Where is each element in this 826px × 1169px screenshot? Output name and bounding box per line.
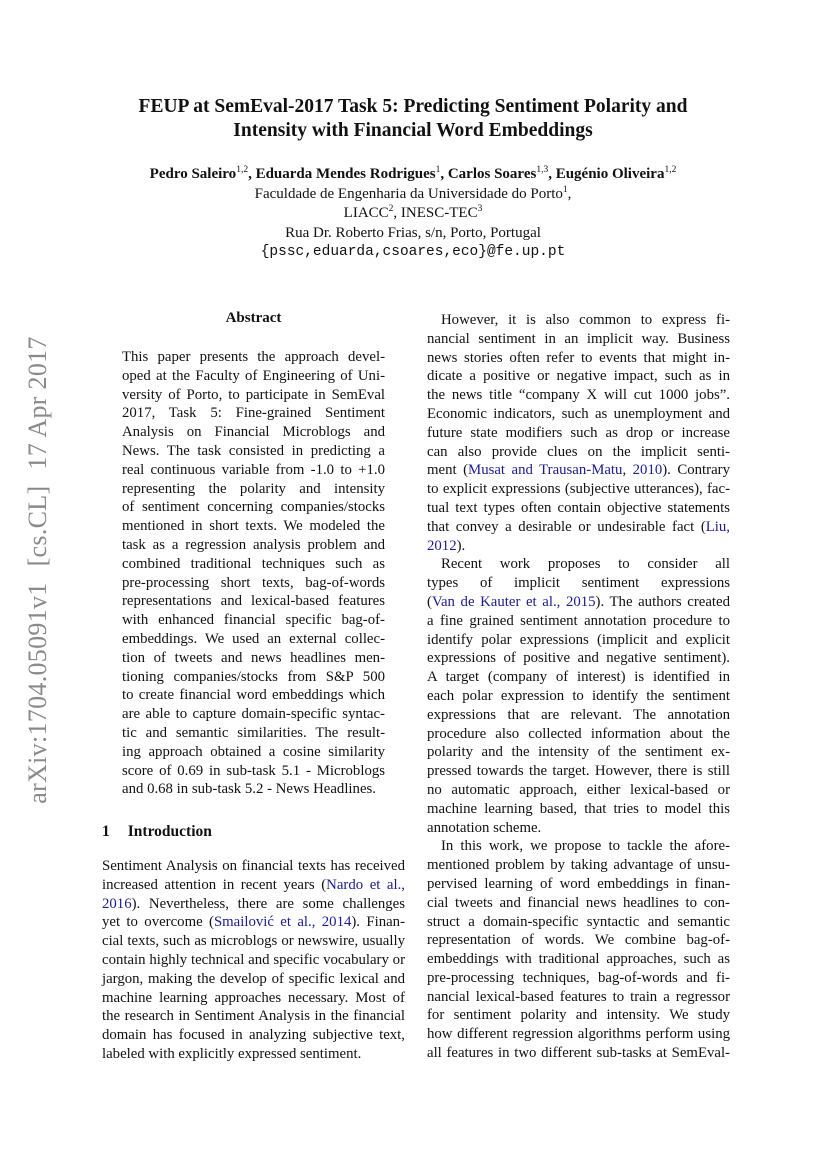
text-line (427, 743, 730, 762)
text-segment: ing approach obtained a cosine similarity (122, 743, 385, 760)
text-segment: cial texts, such as microblogs or newswire, usually (102, 933, 405, 950)
email: {pssc,eduarda,csoares,eco}@fe.up.pt (260, 244, 566, 260)
text-line (122, 705, 385, 724)
text-segment: ). Finan- (351, 914, 405, 931)
text-segment: future state modifiers such as drop or increase (427, 424, 730, 441)
author-name: Eugénio Oliveira (555, 166, 665, 182)
text-segment: combined traditional techniques such as (122, 555, 385, 572)
text-line (427, 386, 730, 405)
text-line (122, 630, 385, 649)
text-segment: pre-processing short texts, bag-of-words (122, 574, 385, 591)
text-segment: mentioned in short texts. We modeled the (122, 518, 385, 535)
text-segment: polarity and the intensity of the sentiment ex- (427, 744, 730, 761)
text-segment: cial tweets and financial news headlines to con- (427, 894, 730, 911)
section-heading (102, 823, 212, 841)
text-segment: ( (427, 593, 432, 610)
text-line (427, 499, 730, 518)
text-line (427, 1006, 730, 1025)
affiliation-text: LIACC (343, 205, 389, 221)
text-segment: ). Contrary (662, 462, 730, 479)
text-segment: dicate a positive or negative impact, such as in (427, 368, 730, 385)
text-line (102, 895, 405, 914)
text-segment: real continuous variable from -1.0 to +1.0 (122, 461, 385, 478)
text-line (427, 405, 730, 424)
text-segment: pressed towards the target. However, there is still (427, 763, 730, 780)
text-line (122, 367, 385, 386)
text-segment: Recent work proposes to consider all (441, 556, 730, 573)
affiliation-line (40, 185, 786, 205)
citation-link[interactable]: 2012 (427, 537, 457, 554)
abstract-body (122, 348, 385, 799)
arxiv-date: 17 Apr 2017 (23, 336, 52, 470)
citation-link[interactable]: 2016 (102, 895, 132, 912)
text-segment: nancial lexical-based features to train a regressor (427, 988, 730, 1005)
text-line (122, 480, 385, 499)
text-segment: jargon, making the develop of specific lexical and (102, 970, 405, 987)
text-line (427, 1044, 730, 1063)
affiliation-mark: 2 (388, 204, 394, 214)
text-line (102, 913, 405, 932)
text-segment: are able to capture domain-specific syntac- (122, 706, 385, 723)
text-segment: embeddings. We used an external collec- (122, 630, 385, 647)
text-line (427, 875, 730, 894)
text-segment: Sentiment Analysis on financial texts has received (102, 858, 405, 874)
text-segment: nancial sentiment in an implicit way. Business (427, 330, 730, 347)
text-segment: representations and lexical-based features (122, 593, 385, 610)
author-block (40, 165, 786, 263)
text-line (102, 876, 405, 895)
author-affiliation-mark: 1,3 (536, 165, 549, 175)
text-segment: embeddings with traditional approaches, such as (427, 951, 730, 968)
text-line (427, 819, 730, 838)
text-segment: ). (456, 537, 466, 554)
text-line (427, 480, 730, 499)
text-line (427, 349, 730, 368)
text-line (122, 386, 385, 405)
text-line (102, 1007, 405, 1026)
text-line (122, 743, 385, 762)
citation-link[interactable]: Smailović et al., 2014 (213, 914, 352, 931)
text-segment: news stories often refer to events that might in- (427, 349, 730, 366)
text-segment: In this work, we propose to tackle the afore- (441, 838, 730, 855)
text-line (102, 932, 405, 951)
text-segment: tion of tweets and news headlines men- (122, 649, 385, 666)
text-segment: annotation scheme. (427, 819, 542, 836)
title-line: Intensity with Financial Word Embeddings (233, 120, 593, 141)
text-line (427, 367, 730, 386)
text-segment: how different regression algorithms perform using (427, 1026, 730, 1043)
text-segment: mentioned problem by taking advantage of unsu- (427, 857, 730, 874)
text-segment: for sentiment polarity and intensity. We study (427, 1007, 730, 1024)
text-segment: no automatic approach, either lexical-based or (427, 781, 730, 798)
paper-title (60, 95, 766, 143)
text-line (427, 518, 730, 537)
section-title: Introduction (127, 823, 212, 840)
text-segment: and 0.68 in sub-task 5.2 - News Headlines. (122, 781, 376, 798)
citation-link[interactable]: Liu, (705, 518, 730, 535)
text-segment: tioning companies/stocks from S&P 500 (122, 668, 385, 685)
text-segment: that convey a desirable or undesirable fact ( (427, 518, 706, 535)
citation-link[interactable]: 2010 (632, 462, 663, 479)
text-line (427, 631, 730, 650)
section-number: 1 (102, 823, 110, 840)
affiliation-text: , (567, 185, 572, 202)
text-segment: ment ( (427, 462, 469, 479)
text-segment: oped at the Faculty of Engineering of Uni- (122, 367, 385, 384)
text-line (122, 536, 385, 555)
text-line (427, 1025, 730, 1044)
author-affiliation-mark: 1 (435, 165, 441, 175)
text-line (122, 611, 385, 630)
text-segment: pre-processing techniques, bag-of-words and fi- (427, 969, 730, 986)
text-line (122, 780, 385, 799)
text-line (427, 969, 730, 988)
text-segment: to create financial word embeddings which (122, 687, 385, 704)
text-line (122, 724, 385, 743)
text-segment: News. The task consisted in predicting a (122, 442, 385, 459)
citation-link[interactable]: Van de Kauter et al., 2015 (431, 593, 596, 610)
text-segment: pervised learning of word embeddings in finan- (427, 875, 730, 892)
text-segment: Analysis on Financial Microblogs and (122, 424, 385, 441)
intro-right-column (427, 311, 730, 1063)
author-name: Carlos Soares (447, 166, 537, 182)
text-line (427, 443, 730, 462)
text-segment: versity of Porto, to participate in SemEval (122, 386, 385, 403)
text-segment: contain highly technical and specific vocabulary or (102, 951, 405, 968)
text-segment: with enhanced financial specific bag-of- (122, 612, 385, 629)
affiliation-mark: 3 (477, 204, 483, 214)
text-segment: expressions of positive and negative sentiment). (427, 650, 730, 667)
address: Rua Dr. Roberto Frias, s/n, Porto, Portugal (285, 224, 541, 241)
text-line (427, 725, 730, 744)
text-line (122, 461, 385, 480)
text-line (427, 330, 730, 349)
text-line (122, 592, 385, 611)
text-segment: machine learning based, that tries to model this (427, 800, 730, 817)
text-line (122, 574, 385, 593)
text-line (427, 837, 730, 856)
text-line (122, 649, 385, 668)
text-line (427, 988, 730, 1007)
text-line (427, 913, 730, 932)
text-segment: can also provide clues on the implicit senti- (427, 443, 730, 460)
text-segment: a fine grained sentiment annotation procedure to (427, 612, 730, 629)
text-line (122, 762, 385, 781)
text-line (427, 593, 730, 612)
text-segment: Economic indicators, such as unemployment and (427, 405, 730, 422)
text-segment: all features in two different sub-tasks at SemEval- (427, 1045, 730, 1062)
text-line (427, 461, 730, 480)
text-segment: representation of words. We combine bag-of- (427, 932, 730, 949)
author-affiliation-mark: 1,2 (236, 165, 249, 175)
text-line (427, 800, 730, 819)
text-line (122, 668, 385, 687)
arxiv-stamp (23, 320, 53, 803)
text-segment: types of implicit sentiment expressions (427, 575, 730, 592)
text-line (427, 649, 730, 668)
text-segment: 2017, Task 5: Fine-grained Sentiment (122, 405, 385, 422)
text-line (427, 950, 730, 969)
text-segment: labeled with explicitly expressed sentiment. (102, 1045, 362, 1062)
text-segment: task as a regression analysis problem and (122, 536, 385, 553)
affiliation-line (40, 204, 786, 224)
text-segment: of sentiment concerning companies/stocks (122, 499, 385, 516)
author-name: Eduarda Mendes Rodrigues (255, 166, 436, 182)
text-line (102, 1026, 405, 1045)
text-line (102, 857, 405, 876)
text-segment: ). Nevertheless, there are some challenges (131, 895, 405, 912)
affiliation-text: , INESC-TEC (393, 205, 478, 221)
text-line (122, 686, 385, 705)
text-segment: procedure also collected information about the (427, 725, 730, 742)
text-segment: each polar expression to identify the sentiment (427, 687, 730, 704)
affiliation-text: Faculdade de Engenharia da Universidade do Porto (254, 185, 563, 202)
text-line (122, 423, 385, 442)
text-line (122, 348, 385, 367)
text-segment: yet to overcome ( (102, 914, 214, 931)
text-segment: , (622, 462, 633, 479)
text-line (122, 555, 385, 574)
author-affiliation-mark: 1,2 (664, 165, 677, 175)
text-segment: increased attention in recent years ( (102, 876, 327, 893)
text-segment: representing the polarity and intensity (122, 480, 385, 497)
author-name: Pedro Saleiro (149, 166, 237, 182)
text-line (427, 668, 730, 687)
text-segment: expressions that are relevant. The annotation (427, 706, 730, 723)
affiliation-mark: 1 (562, 184, 568, 195)
text-segment: A target (company of interest) is identified in (427, 669, 730, 686)
text-line (427, 612, 730, 631)
text-segment: tual text types often contain objective statements (427, 499, 730, 516)
text-line (427, 537, 730, 556)
text-segment: This paper presents the approach devel- (122, 349, 385, 365)
citation-link[interactable]: Nardo et al., (326, 876, 405, 893)
text-segment: struct a domain-specific syntactic and semantic (427, 913, 730, 930)
abstract-heading: Abstract (225, 310, 282, 326)
text-line (427, 574, 730, 593)
author-list: Pedro Saleiro$^{1,2}$, Eduarda Mendes Rodrigues$^1$, Carlos Soares$^{1,3}$, Eugénio Oliveira$^{1,2}$ (149, 165, 677, 182)
text-segment: tic and semantic similarities. The result- (122, 724, 385, 741)
text-line (122, 404, 385, 423)
text-segment: score of 0.69 in sub-task 5.1 - Microblogs (122, 762, 385, 779)
text-line (122, 442, 385, 461)
text-segment: However, it is also common to express fi- (441, 312, 730, 328)
intro-left-column (102, 857, 405, 1064)
text-line (102, 951, 405, 970)
text-line (102, 970, 405, 989)
text-line (427, 781, 730, 800)
text-line (122, 498, 385, 517)
text-line (427, 311, 730, 330)
text-line (427, 931, 730, 950)
citation-link[interactable]: Musat and Trausan-Matu (468, 462, 623, 479)
text-line (427, 687, 730, 706)
arxiv-category: [cs.CL] (23, 485, 52, 567)
text-line (122, 517, 385, 536)
text-segment: to explicit expressions (subjective utterances), fac- (427, 481, 730, 498)
text-segment: machine learning approaches necessary. Most of (102, 989, 405, 1006)
text-line (427, 894, 730, 913)
text-line (427, 762, 730, 781)
arxiv-id: arXiv:1704.05091v1 (23, 582, 52, 804)
text-segment: ). The authors created (595, 593, 730, 610)
text-segment: identify polar expressions (implicit and explicit (427, 631, 730, 648)
text-segment: the news title “company X will cut 1000 jobs”. (427, 387, 730, 404)
text-line (427, 856, 730, 875)
text-line (102, 1045, 405, 1064)
text-line (427, 706, 730, 725)
text-segment: domain has focused in analyzing subjective text, (102, 1027, 405, 1044)
text-segment: the research in Sentiment Analysis in the financial (102, 1008, 405, 1025)
text-line (427, 555, 730, 574)
title-line: FEUP at SemEval-2017 Task 5: Predicting Sentiment Polarity and (138, 96, 688, 117)
text-line (427, 424, 730, 443)
text-line (102, 989, 405, 1008)
